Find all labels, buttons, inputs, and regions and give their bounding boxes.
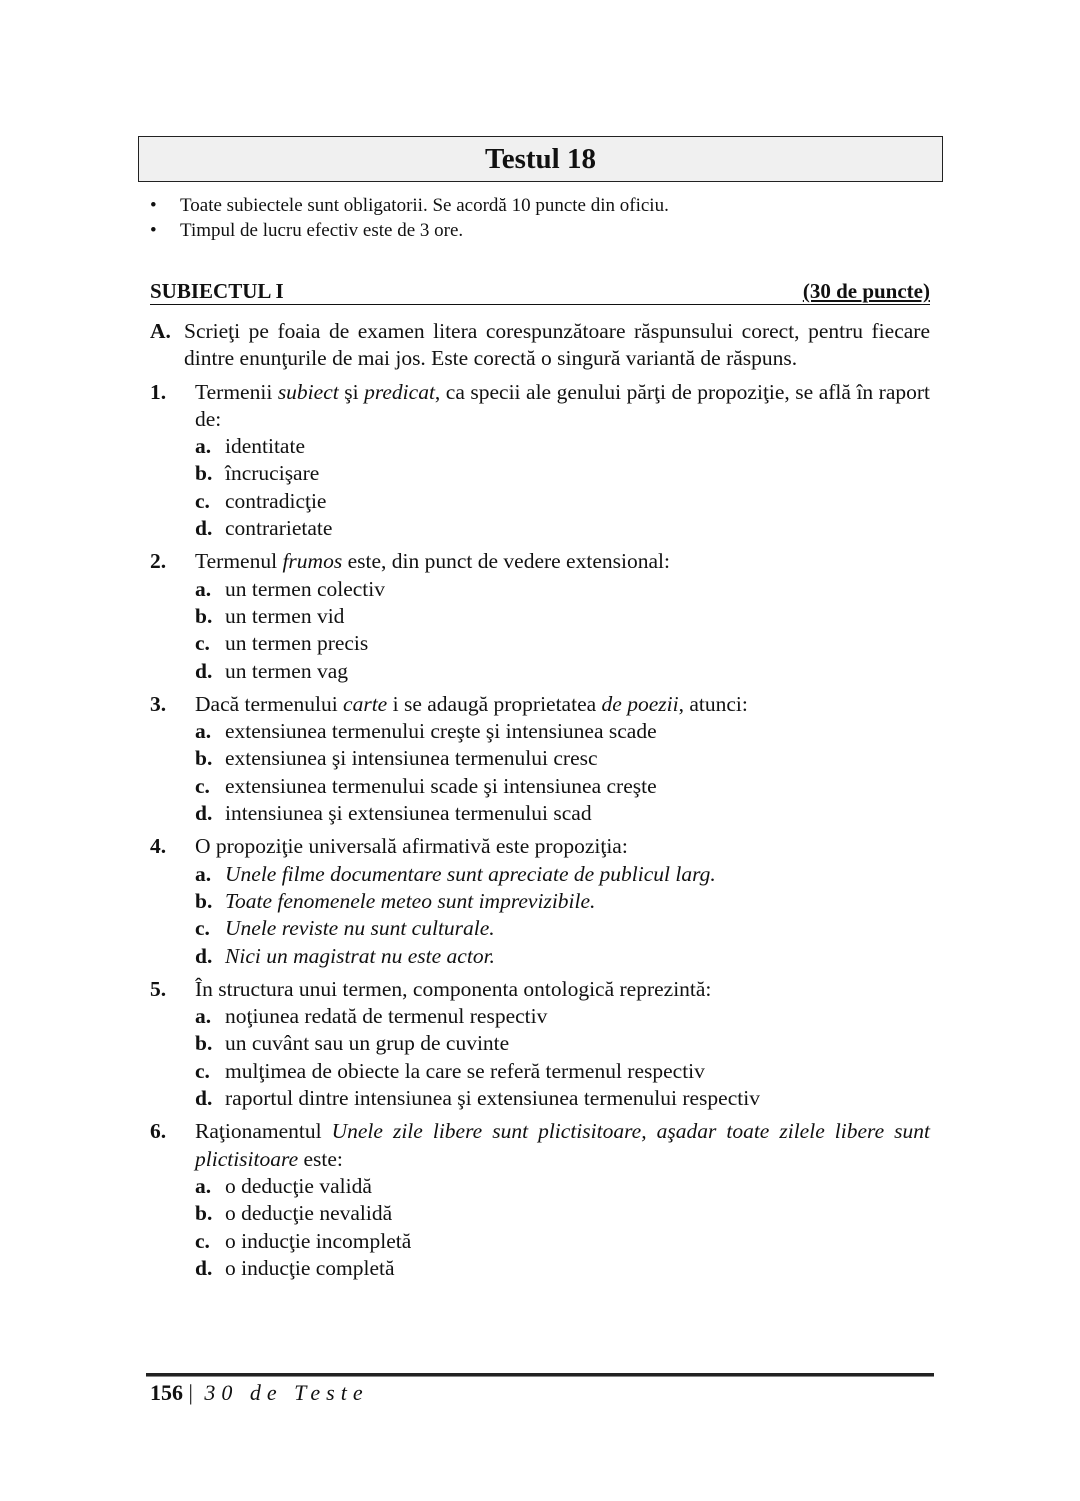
option-text: un termen vid bbox=[225, 603, 345, 628]
answer-option bbox=[195, 1200, 930, 1227]
option-letter: b. bbox=[195, 746, 213, 771]
question-number: 3. bbox=[150, 691, 167, 716]
section-name: SUBIECTUL I bbox=[150, 279, 284, 303]
option-letter: a. bbox=[195, 434, 212, 459]
question-item bbox=[150, 976, 930, 1112]
answer-option bbox=[195, 603, 930, 630]
option-text: o deducţie validă bbox=[225, 1173, 372, 1198]
option-letter: a. bbox=[195, 1173, 212, 1198]
stem-segment: este, din punct de vedere extensional: bbox=[342, 549, 670, 574]
question-number: 4. bbox=[150, 834, 167, 859]
question-number: 5. bbox=[150, 976, 167, 1001]
instruction-text: Toate subiectele sunt obligatorii. Se acordă 10 puncte din oficiu. bbox=[180, 195, 669, 216]
stem-segment: de poezii bbox=[601, 691, 679, 716]
question-number: 1. bbox=[150, 379, 167, 404]
question-number: 6. bbox=[150, 1119, 167, 1144]
option-text: încrucişare bbox=[225, 461, 320, 486]
question-stem bbox=[195, 833, 930, 860]
option-text: extensiunea termenului scade şi intensiunea creşte bbox=[225, 773, 657, 798]
answer-option bbox=[195, 800, 930, 827]
option-text: extensiunea termenului creşte şi intensiunea scade bbox=[225, 719, 657, 744]
instruction-item bbox=[150, 218, 669, 243]
stem-segment: O propoziţie universală afirmativă este propoziţia: bbox=[195, 834, 628, 859]
footer-divider bbox=[146, 1373, 934, 1377]
option-text: identitate bbox=[225, 434, 305, 459]
answer-option bbox=[195, 718, 930, 745]
question-stem bbox=[195, 379, 930, 434]
option-letter: c. bbox=[195, 488, 210, 513]
book-title: 30 de Teste bbox=[204, 1380, 369, 1405]
option-letter: d. bbox=[195, 1255, 213, 1280]
answer-option bbox=[195, 576, 930, 603]
option-text: Unele reviste nu sunt culturale. bbox=[225, 916, 495, 941]
question-body bbox=[195, 1118, 930, 1282]
question-stem bbox=[195, 691, 930, 718]
section-header bbox=[150, 278, 930, 305]
question-stem bbox=[195, 1118, 930, 1173]
question-item bbox=[150, 833, 930, 969]
option-letter: d. bbox=[195, 943, 213, 968]
option-letter: d. bbox=[195, 516, 213, 541]
stem-segment: frumos bbox=[282, 549, 343, 574]
section-points: (30 de puncte) bbox=[802, 279, 930, 303]
instructions bbox=[150, 193, 669, 243]
footer-separator: | bbox=[188, 1380, 193, 1405]
stem-segment: În structura unui termen, componenta ontologică reprezintă: bbox=[195, 976, 712, 1001]
answer-option bbox=[195, 1003, 930, 1030]
answer-option bbox=[195, 943, 930, 970]
answer-option bbox=[195, 745, 930, 772]
question-item bbox=[150, 691, 930, 827]
answer-option bbox=[195, 488, 930, 515]
answer-option bbox=[195, 861, 930, 888]
option-text: raportul dintre intensiunea şi extensiunea termenului respectiv bbox=[225, 1086, 760, 1111]
option-text: Toate fenomenele meteo sunt imprevizibile. bbox=[225, 888, 596, 913]
option-letter: c. bbox=[195, 631, 210, 656]
question-body bbox=[195, 976, 930, 1112]
option-text: extensiunea şi intensiunea termenului cresc bbox=[225, 746, 598, 771]
option-letter: a. bbox=[195, 576, 212, 601]
answer-option bbox=[195, 460, 930, 487]
option-letter: c. bbox=[195, 1228, 210, 1253]
stem-segment: predicat bbox=[364, 379, 435, 404]
option-text: un termen colectiv bbox=[225, 576, 385, 601]
option-letter: b. bbox=[195, 1031, 213, 1056]
part-a-text: Scrieţi pe foaia de examen litera corespunzătoare răspunsului corect, pentru fiecare dintre enunţurile de mai jos. Este corectă o singură variantă de răspuns. bbox=[184, 319, 930, 371]
option-text: un cuvânt sau un grup de cuvinte bbox=[225, 1031, 510, 1056]
answer-option bbox=[195, 1255, 930, 1282]
answer-option bbox=[195, 1085, 930, 1112]
option-text: Nici un magistrat nu este actor. bbox=[225, 943, 495, 968]
page-number: 156 bbox=[150, 1380, 183, 1405]
stem-segment: subiect bbox=[277, 379, 339, 404]
option-text: un termen vag bbox=[225, 658, 348, 683]
answer-option bbox=[195, 773, 930, 800]
stem-segment: , atunci: bbox=[678, 691, 748, 716]
option-letter: c. bbox=[195, 1058, 210, 1083]
question-stem bbox=[195, 548, 930, 575]
instruction-text: Timpul de lucru efectiv este de 3 ore. bbox=[180, 220, 464, 241]
option-text: intensiunea şi extensiunea termenului scad bbox=[225, 801, 592, 826]
stem-segment: Termenul bbox=[195, 549, 283, 574]
question-number: 2. bbox=[150, 549, 167, 574]
option-letter: b. bbox=[195, 603, 213, 628]
stem-segment: , ca specii ale genului părţi de propoziţie, se află în raport de: bbox=[195, 379, 930, 431]
answer-option bbox=[195, 1228, 930, 1255]
question-body bbox=[195, 691, 930, 827]
option-text: Unele filme documentare sunt apreciate de publicul larg. bbox=[225, 861, 716, 886]
answer-option bbox=[195, 888, 930, 915]
stem-segment: Unele zile libere sunt plictisitoare, aşadar toate zilele libere sunt plictisitoare bbox=[195, 1119, 930, 1171]
instruction-item bbox=[150, 193, 669, 218]
answer-option bbox=[195, 658, 930, 685]
option-letter: b. bbox=[195, 1201, 213, 1226]
answer-option bbox=[195, 1173, 930, 1200]
stem-segment: Dacă termenului bbox=[195, 691, 344, 716]
answer-option bbox=[195, 515, 930, 542]
bullet-icon: • bbox=[150, 220, 157, 241]
question-item bbox=[150, 379, 930, 543]
question-item bbox=[150, 548, 930, 684]
option-letter: d. bbox=[195, 1086, 213, 1111]
option-letter: a. bbox=[195, 861, 212, 886]
option-letter: a. bbox=[195, 719, 212, 744]
part-a-label: A. bbox=[150, 319, 171, 343]
answer-option bbox=[195, 1030, 930, 1057]
answer-option bbox=[195, 433, 930, 460]
option-text: o inducţie incompletă bbox=[225, 1228, 412, 1253]
stem-segment: Termenii bbox=[195, 379, 278, 404]
answer-option bbox=[195, 915, 930, 942]
option-text: mulţimea de obiecte la care se referă termenul respectiv bbox=[225, 1058, 705, 1083]
option-letter: d. bbox=[195, 801, 213, 826]
page-footer bbox=[150, 1380, 369, 1406]
stem-segment: şi bbox=[338, 379, 365, 404]
question-list bbox=[150, 379, 930, 1283]
questions-content bbox=[150, 318, 930, 1282]
option-text: contradicţie bbox=[225, 488, 327, 513]
stem-segment: Raţionamentul bbox=[195, 1119, 332, 1144]
bullet-icon: • bbox=[150, 195, 157, 216]
option-letter: a. bbox=[195, 1004, 212, 1029]
question-item bbox=[150, 1118, 930, 1282]
option-letter: c. bbox=[195, 773, 210, 798]
option-text: noţiunea redată de termenul respectiv bbox=[225, 1004, 548, 1029]
option-letter: b. bbox=[195, 888, 213, 913]
answer-option bbox=[195, 1058, 930, 1085]
test-title: Testul 18 bbox=[138, 136, 943, 182]
question-stem bbox=[195, 976, 930, 1003]
option-letter: d. bbox=[195, 658, 213, 683]
option-text: o inducţie completă bbox=[225, 1255, 395, 1280]
question-body bbox=[195, 379, 930, 543]
option-letter: b. bbox=[195, 461, 213, 486]
question-body bbox=[195, 833, 930, 969]
part-a-instructions bbox=[150, 318, 930, 373]
question-body bbox=[195, 548, 930, 684]
option-text: contrarietate bbox=[225, 516, 333, 541]
option-text: o deducţie nevalidă bbox=[225, 1201, 393, 1226]
stem-segment: carte bbox=[343, 691, 388, 716]
stem-segment: este: bbox=[298, 1146, 343, 1171]
option-text: un termen precis bbox=[225, 631, 369, 656]
answer-option bbox=[195, 630, 930, 657]
option-letter: c. bbox=[195, 916, 210, 941]
stem-segment: i se adaugă proprietatea bbox=[387, 691, 602, 716]
